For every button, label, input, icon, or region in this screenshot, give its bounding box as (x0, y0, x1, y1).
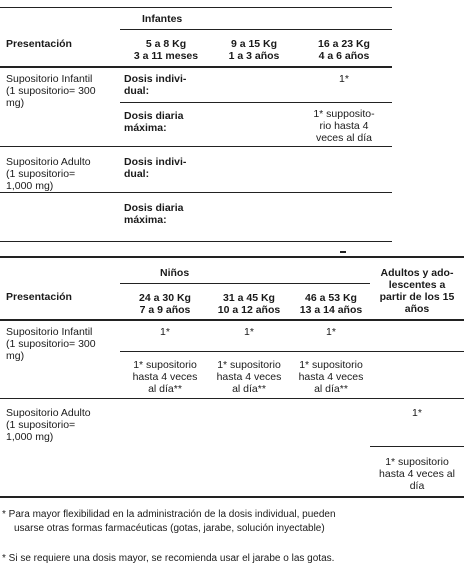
label-line: dual: (124, 85, 150, 97)
table2-adult-dose: 1* (412, 407, 422, 419)
product-line: Supositorio Infantil (6, 73, 93, 85)
table2-col-presentacion: Presentación (6, 291, 72, 303)
table2-row-rule (370, 446, 464, 447)
table2-dose: 1* (160, 326, 170, 338)
col-weight: 5 a 8 Kg (145, 38, 187, 50)
table1-col-header (296, 38, 392, 62)
table1-header-rule (120, 29, 392, 30)
label-line: dual: (124, 168, 150, 180)
value-line: hasta 4 veces (216, 371, 282, 383)
product-line: (1 supositorio= (6, 419, 76, 431)
header-line: partir de los 15 (379, 291, 455, 303)
value-line: 1* supositorio (299, 359, 363, 371)
product-line: Supositorio Infantil (6, 326, 93, 338)
label-line: máxima: (124, 214, 167, 226)
product-line: (1 supositorio= (6, 168, 76, 180)
table1-col-presentacion: Presentación (6, 38, 72, 50)
table1-dosis-diaria-value (296, 108, 392, 144)
table2-dose: 1* (244, 326, 254, 338)
col-age: 10 a 12 años (217, 304, 281, 316)
product-line: mg) (6, 350, 25, 362)
table2-bottom-rule (0, 496, 464, 498)
table2-row-rule (0, 398, 464, 399)
table1-col-header (118, 38, 214, 62)
table2-col-header (206, 292, 292, 316)
header-line: Adultos y ado- (380, 267, 454, 279)
table2-adult-header (370, 267, 464, 315)
col-age: 1 a 3 años (228, 50, 280, 62)
table1-dosis-individual-label (124, 73, 186, 97)
footnote-line: * Para mayor flexibilidad en la administración de la dosis individual, pueden (2, 509, 336, 520)
value-line: rio hasta 4 (319, 120, 369, 132)
col-age: 13 a 14 años (299, 304, 363, 316)
value-line: al día** (232, 383, 266, 395)
table1-group-header: Infantes (142, 13, 183, 25)
table1-row-rule (0, 146, 392, 147)
value-line: veces al día (315, 132, 373, 144)
value-line: al día** (314, 383, 348, 395)
footnote-1 (2, 508, 336, 536)
table2-max-dose (122, 359, 208, 395)
footnote-line: usarse otras formas farmacéuticas (gotas, jarabe, solución inyectable) (14, 523, 325, 534)
col-weight: 9 a 15 Kg (230, 38, 278, 50)
table1-top-rule (0, 7, 392, 8)
table1-head-rule (0, 66, 392, 68)
value-line: al día** (148, 383, 182, 395)
label-line: Dosis diaria (124, 110, 184, 122)
product-line: (1 supositorio= 300 (6, 85, 96, 97)
value-line: hasta 4 veces al (379, 468, 455, 480)
table1-row-rule (0, 192, 392, 193)
table1-bottom-rule (0, 241, 392, 242)
product-line: 1,000 mg) (6, 180, 54, 192)
table2-col-header (288, 292, 374, 316)
label-line: Dosis indivi- (124, 73, 187, 85)
table1-dosis-individual-label (124, 156, 186, 180)
col-weight: 31 a 45 Kg (223, 292, 275, 304)
col-weight: 24 a 30 Kg (139, 292, 191, 304)
label-line: Dosis diaria (124, 202, 184, 214)
table1-dosis-diaria-label (124, 110, 184, 134)
value-line: hasta 4 veces (298, 371, 364, 383)
col-weight: 16 a 23 Kg (318, 38, 370, 50)
table2-dose: 1* (326, 326, 336, 338)
table2-group-header: Niños (160, 267, 190, 279)
header-line: años (404, 303, 430, 315)
product-line: (1 supositorio= 300 (6, 338, 96, 350)
col-age: 3 a 11 meses (133, 50, 199, 62)
col-age: 7 a 9 años (139, 304, 191, 316)
table2-col-header (122, 292, 208, 316)
table1-product-infantil (6, 73, 96, 109)
table2-product-infantil (6, 326, 96, 362)
product-line: mg) (6, 97, 25, 109)
value-line: 1* supositorio (133, 359, 197, 371)
product-line: Supositorio Adulto (6, 407, 91, 419)
table2-max-dose (288, 359, 374, 395)
table2-product-adulto (6, 407, 91, 443)
table1-col-header (212, 38, 296, 62)
table1-row-rule (120, 102, 392, 103)
separator-mark (340, 251, 346, 253)
label-line: máxima: (124, 122, 167, 134)
table1-dosis-individual-value: 1* (339, 73, 349, 85)
product-line: Supositorio Adulto (6, 156, 91, 168)
col-age: 4 a 6 años (318, 50, 370, 62)
table2-head-rule (0, 319, 464, 321)
table1-dosis-diaria-label (124, 202, 184, 226)
value-line: 1* supposito- (313, 108, 375, 120)
product-line: 1,000 mg) (6, 431, 54, 443)
value-line: hasta 4 veces (132, 371, 198, 383)
value-line: 1* supositorio (217, 359, 281, 371)
value-line: 1* supositorio (385, 456, 449, 468)
table2-header-rule (120, 283, 370, 284)
table2-top-rule (0, 256, 464, 258)
col-weight: 46 a 53 Kg (305, 292, 357, 304)
table2-adult-max-dose (370, 456, 464, 492)
table2-max-dose (206, 359, 292, 395)
header-line: lescentes a (388, 279, 446, 291)
table2-row-rule (120, 351, 464, 352)
footnote-2: * Si se requiere una dosis mayor, se recomienda usar el jarabe o las gotas. (2, 553, 335, 564)
label-line: Dosis indivi- (124, 156, 187, 168)
table1-product-adulto (6, 156, 91, 192)
value-line: día (409, 480, 425, 492)
